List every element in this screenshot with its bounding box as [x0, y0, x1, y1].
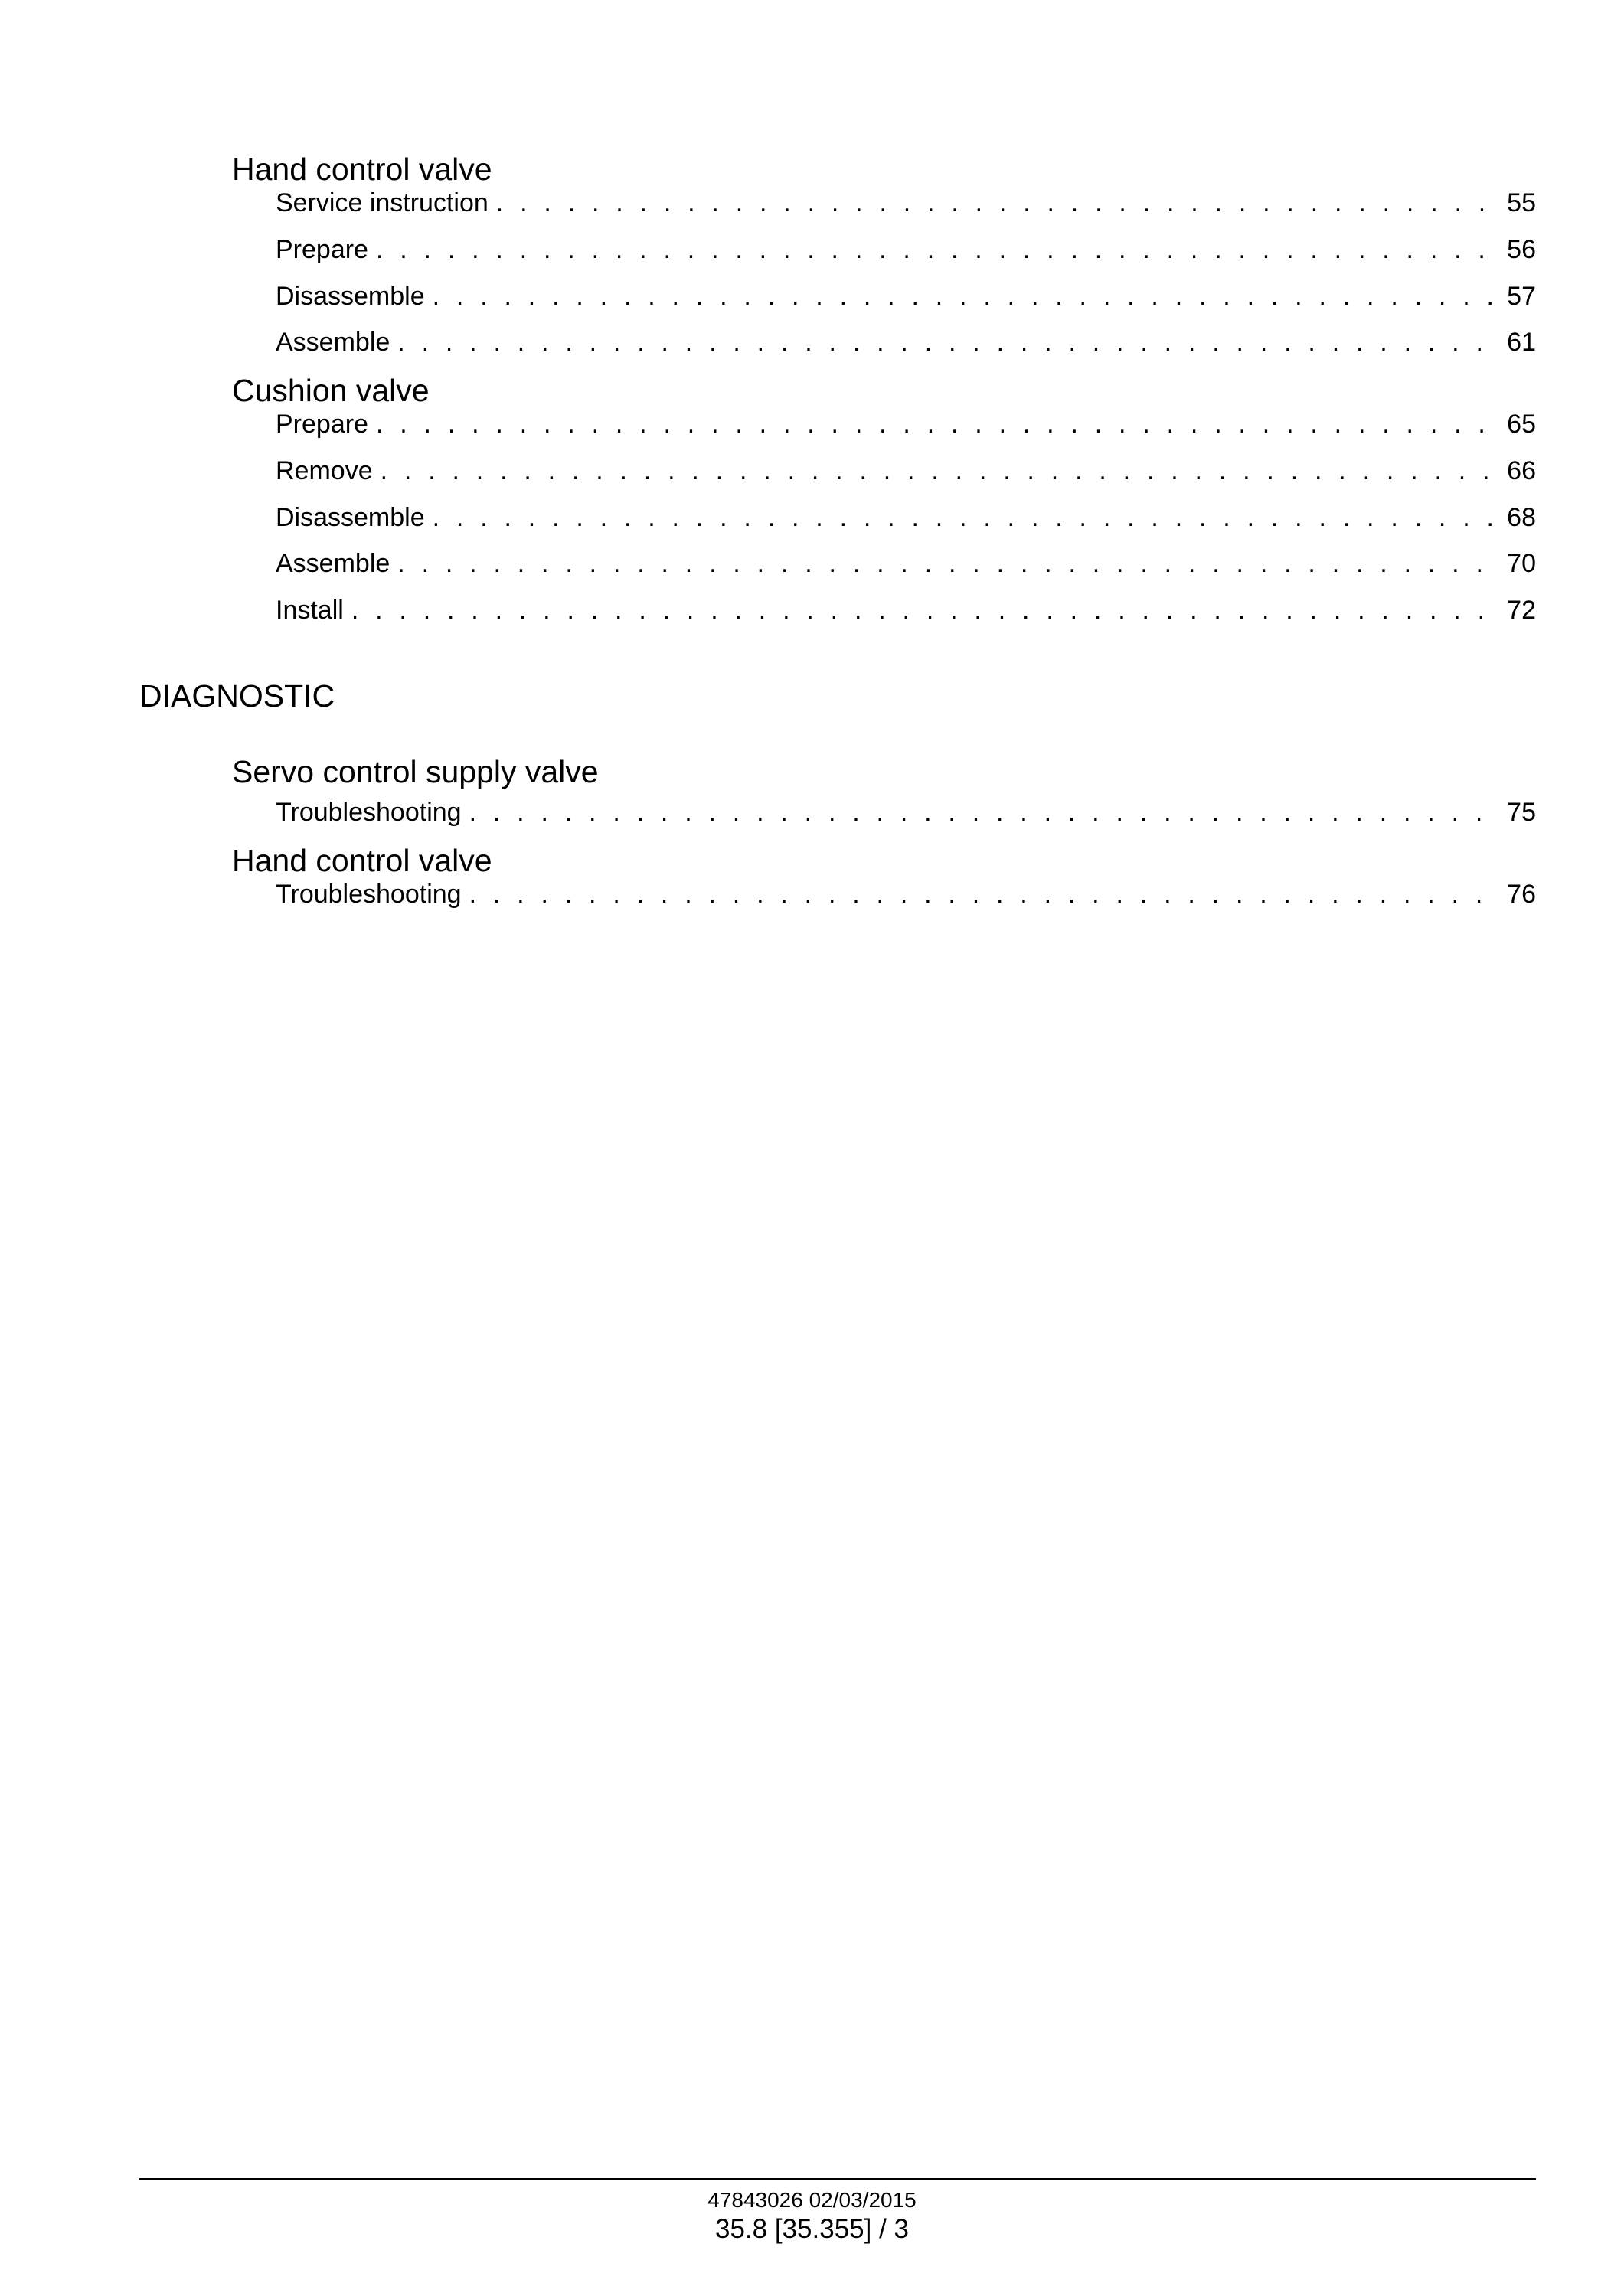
toc-entry-label: Prepare [276, 235, 368, 264]
toc-entry-label: Prepare [276, 410, 368, 439]
footer-divider [139, 2178, 1536, 2180]
toc-entry-page: 55 [1507, 188, 1536, 217]
toc-entry[interactable] [276, 186, 1536, 220]
toc-entry-page: 65 [1507, 410, 1536, 439]
dot-leader [376, 233, 1499, 266]
toc-group-title: Hand control valve [232, 152, 492, 187]
toc-entry[interactable] [276, 407, 1536, 441]
toc-entry-page: 68 [1507, 503, 1536, 532]
toc-entry-label: Disassemble [276, 503, 425, 532]
dot-leader [469, 795, 1500, 829]
toc-entry-label: Service instruction [276, 188, 489, 217]
section-title-diagnostic: DIAGNOSTIC [139, 678, 335, 714]
toc-entry-page: 66 [1507, 456, 1536, 485]
toc-entry[interactable] [276, 233, 1536, 266]
toc-entry-label: Assemble [276, 549, 390, 578]
toc-group-title: Hand control valve [232, 843, 492, 878]
toc-entry-label: Install [276, 596, 344, 625]
dot-leader [351, 593, 1499, 627]
toc-entry-label: Disassemble [276, 282, 425, 311]
footer-page-reference: 35.8 [35.355] / 3 [715, 2214, 909, 2244]
toc-entry-page: 70 [1507, 549, 1536, 578]
toc-entry-page: 61 [1507, 328, 1536, 357]
toc-entry[interactable] [276, 454, 1536, 488]
dot-leader [397, 547, 1499, 580]
toc-entry-page: 76 [1507, 880, 1536, 909]
dot-leader [469, 877, 1500, 911]
footer-document-code: 47843026 02/03/2015 [707, 2188, 917, 2212]
toc-entry-page: 56 [1507, 235, 1536, 264]
toc-entry-label: Assemble [276, 328, 390, 357]
dot-leader [376, 407, 1499, 441]
dot-leader [433, 279, 1500, 313]
toc-entry[interactable] [276, 279, 1536, 313]
toc-entry[interactable] [276, 877, 1536, 911]
dot-leader [496, 186, 1499, 220]
toc-entry[interactable] [276, 593, 1536, 627]
toc-entry[interactable] [276, 547, 1536, 580]
toc-entry-label: Remove [276, 456, 373, 485]
toc-entry[interactable] [276, 501, 1536, 534]
toc-group-title: Cushion valve [232, 373, 430, 408]
toc-entry-page: 57 [1507, 282, 1536, 311]
toc-entry[interactable] [276, 795, 1536, 829]
toc-entry-label: Troubleshooting [276, 880, 462, 909]
dot-leader [433, 501, 1500, 534]
toc-entry-page: 75 [1507, 798, 1536, 827]
toc-group-title: Servo control supply valve [232, 754, 599, 789]
toc-entry-page: 72 [1507, 596, 1536, 625]
dot-leader [381, 454, 1500, 488]
toc-entry-label: Troubleshooting [276, 798, 462, 827]
dot-leader [397, 325, 1499, 359]
toc-entry[interactable] [276, 325, 1536, 359]
